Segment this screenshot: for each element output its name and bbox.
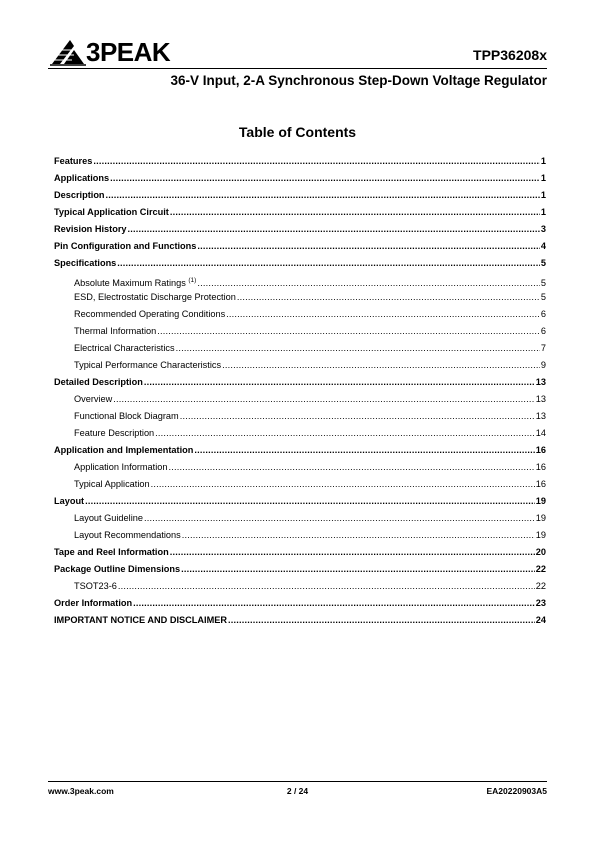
toc-entry-text: Revision History (54, 224, 127, 234)
toc-entry-page: 1 (540, 156, 546, 166)
toc-entry[interactable] (54, 530, 546, 547)
toc-leader-dots (85, 496, 535, 507)
toc-entry-text: Tape and Reel Information (54, 547, 169, 557)
toc-entry-label (74, 394, 112, 405)
toc-leader-dots (197, 278, 540, 289)
toc-entry[interactable] (54, 513, 546, 530)
toc-entry[interactable] (54, 292, 546, 309)
toc-entry-text: Package Outline Dimensions (54, 564, 181, 574)
toc-entry-page: 19 (535, 513, 546, 523)
toc-entry-label (74, 275, 196, 289)
toc-entry-page: 1 (540, 173, 546, 183)
toc-entry-text: Electrical Characteristics (74, 343, 175, 353)
toc-entry-page: 9 (540, 360, 546, 370)
toc-entry-page: 22 (535, 564, 546, 574)
toc-entry-page: 23 (535, 598, 546, 608)
toc-entry-text: Thermal Information (74, 326, 157, 336)
toc-entry-text: Application Information (74, 462, 168, 472)
toc-entry-label (74, 360, 221, 371)
toc-leader-dots (170, 207, 540, 218)
toc-entry-label (54, 615, 227, 626)
toc-entry-label (54, 207, 169, 218)
toc-leader-dots (237, 292, 540, 303)
toc-entry-page: 5 (540, 292, 546, 302)
toc-entry-page: 6 (540, 326, 546, 336)
toc-entry-label (74, 309, 225, 320)
toc-entry[interactable] (54, 394, 546, 411)
toc-entry[interactable] (54, 445, 546, 462)
toc-entry[interactable] (54, 598, 546, 615)
toc-entry-text: Pin Configuration and Functions (54, 241, 197, 251)
toc-entry-text: Typical Application (74, 479, 150, 489)
toc-entry-text: Functional Block Diagram (74, 411, 179, 421)
toc-entry-page: 16 (535, 479, 546, 489)
toc-entry-label (74, 411, 179, 422)
toc-entry-label (74, 462, 167, 473)
toc-entry-page: 13 (535, 394, 546, 404)
toc-leader-dots (93, 156, 540, 167)
toc-entry[interactable] (54, 581, 546, 598)
toc-leader-dots (128, 224, 540, 235)
header-divider (48, 68, 547, 69)
table-of-contents (54, 156, 546, 632)
toc-entry-page: 19 (535, 530, 546, 540)
toc-entry-label (54, 496, 84, 507)
toc-entry-text: Features (54, 156, 93, 166)
toc-leader-dots (106, 190, 540, 201)
toc-entry-text: TSOT23-6 (74, 581, 117, 591)
toc-leader-dots (197, 241, 539, 252)
toc-leader-dots (151, 479, 535, 490)
footnote-marker: (1) (188, 277, 197, 284)
company-logo (50, 36, 185, 70)
toc-entry-text: Detailed Description (54, 377, 143, 387)
toc-entry-text: Applications (54, 173, 110, 183)
toc-entry-text: Absolute Maximum Ratings (74, 278, 186, 288)
toc-leader-dots (180, 411, 535, 422)
toc-entry-label (54, 258, 116, 269)
toc-entry-text: Application and Implementation (54, 445, 194, 455)
toc-entry[interactable] (54, 207, 546, 224)
toc-leader-dots (118, 581, 535, 592)
toc-entry-label (54, 156, 92, 167)
toc-entry-page: 14 (535, 428, 546, 438)
toc-leader-dots (144, 377, 535, 388)
toc-entry[interactable] (54, 496, 546, 513)
toc-entry-page: 5 (540, 258, 546, 268)
toc-entry[interactable] (54, 173, 546, 190)
toc-leader-dots (182, 530, 535, 541)
toc-leader-dots (113, 394, 534, 405)
toc-entry-text: Description (54, 190, 105, 200)
toc-entry-text: ESD, Electrostatic Discharge Protection (74, 292, 236, 302)
toc-entry[interactable] (54, 224, 546, 241)
toc-leader-dots (110, 173, 540, 184)
toc-entry-label (54, 173, 109, 184)
document-code: EA20220903A5 (486, 786, 547, 796)
toc-entry-text: Feature Description (74, 428, 155, 438)
toc-entry-page: 6 (540, 309, 546, 319)
toc-entry[interactable] (54, 377, 546, 394)
toc-entry-page: 19 (535, 496, 546, 506)
toc-entry-label (54, 377, 143, 388)
toc-leader-dots (170, 547, 535, 558)
toc-entry-label (74, 343, 175, 354)
toc-entry-text: Specifications (54, 258, 117, 268)
toc-entry-page: 4 (540, 241, 546, 251)
toc-entry-text: Overview (74, 394, 113, 404)
toc-entry-page: 1 (540, 207, 546, 217)
toc-entry[interactable] (54, 615, 546, 632)
toc-entry-label (54, 564, 180, 575)
mountain-peak-logo-icon (50, 36, 86, 66)
toc-leader-dots (168, 462, 534, 473)
toc-entry[interactable] (54, 547, 546, 564)
toc-entry[interactable] (54, 275, 546, 292)
toc-leader-dots (144, 513, 535, 524)
toc-entry-label (54, 241, 196, 252)
toc-entry-page: 7 (540, 343, 546, 353)
toc-entry[interactable] (54, 190, 546, 207)
toc-entry-page: 16 (535, 462, 546, 472)
toc-entry-label (74, 326, 156, 337)
toc-leader-dots (176, 343, 540, 354)
toc-entry[interactable] (54, 326, 546, 343)
toc-entry-page: 13 (535, 377, 546, 387)
toc-entry[interactable] (54, 479, 546, 496)
toc-entry[interactable] (54, 428, 546, 445)
toc-entry[interactable] (54, 343, 546, 360)
toc-leader-dots (157, 326, 540, 337)
toc-entry-label (74, 530, 181, 541)
toc-entry[interactable] (54, 258, 546, 275)
toc-entry-page: 16 (535, 445, 546, 455)
logo-text: 3PEAK (86, 37, 171, 67)
toc-leader-dots (155, 428, 535, 439)
toc-entry-page: 24 (535, 615, 546, 625)
toc-entry[interactable] (54, 462, 546, 479)
toc-leader-dots (228, 615, 535, 626)
toc-entry-text: Layout Guideline (74, 513, 143, 523)
toc-entry-page: 20 (535, 547, 546, 557)
toc-leader-dots (133, 598, 535, 609)
toc-entry-label (74, 581, 117, 592)
toc-entry-label (54, 445, 193, 456)
toc-entry-text: Layout (54, 496, 85, 506)
toc-entry-page: 1 (540, 190, 546, 200)
toc-entry-page: 3 (540, 224, 546, 234)
toc-entry[interactable] (54, 309, 546, 326)
toc-leader-dots (194, 445, 534, 456)
footer-website-link[interactable]: www.3peak.com (48, 786, 114, 796)
toc-entry-label (54, 224, 127, 235)
toc-leader-dots (181, 564, 535, 575)
toc-entry-label (54, 190, 105, 201)
toc-entry-label (74, 513, 143, 524)
toc-entry[interactable] (54, 156, 546, 173)
footer-divider (48, 781, 547, 782)
toc-entry-text: Order Information (54, 598, 133, 608)
toc-entry-label (74, 292, 236, 303)
toc-leader-dots (117, 258, 540, 269)
toc-entry[interactable] (54, 411, 546, 428)
toc-entry[interactable] (54, 564, 546, 581)
toc-leader-dots (226, 309, 540, 320)
toc-entry-page: 22 (535, 581, 546, 591)
toc-entry[interactable] (54, 360, 546, 377)
page-indicator: 2 / 24 (286, 786, 309, 796)
toc-entry-label (74, 428, 154, 439)
toc-entry-page: 13 (535, 411, 546, 421)
toc-entry-label (54, 547, 169, 558)
toc-title: Table of Contents (238, 124, 357, 140)
toc-entry-label (54, 598, 132, 609)
document-subtitle: 36-V Input, 2-A Synchronous Step-Down Voltage Regulator (170, 73, 547, 88)
toc-entry-text: Typical Performance Characteristics (74, 360, 222, 370)
toc-entry-text: Recommended Operating Conditions (74, 309, 226, 319)
toc-entry-text: Typical Application Circuit (54, 207, 169, 217)
toc-leader-dots (222, 360, 540, 371)
toc-entry[interactable] (54, 241, 546, 258)
toc-entry-label (74, 479, 150, 490)
toc-entry-text: IMPORTANT NOTICE AND DISCLAIMER (54, 615, 228, 625)
toc-entry-text: Layout Recommendations (74, 530, 181, 540)
toc-entry-page: 5 (540, 278, 546, 288)
part-number: TPP36208x (473, 47, 547, 63)
